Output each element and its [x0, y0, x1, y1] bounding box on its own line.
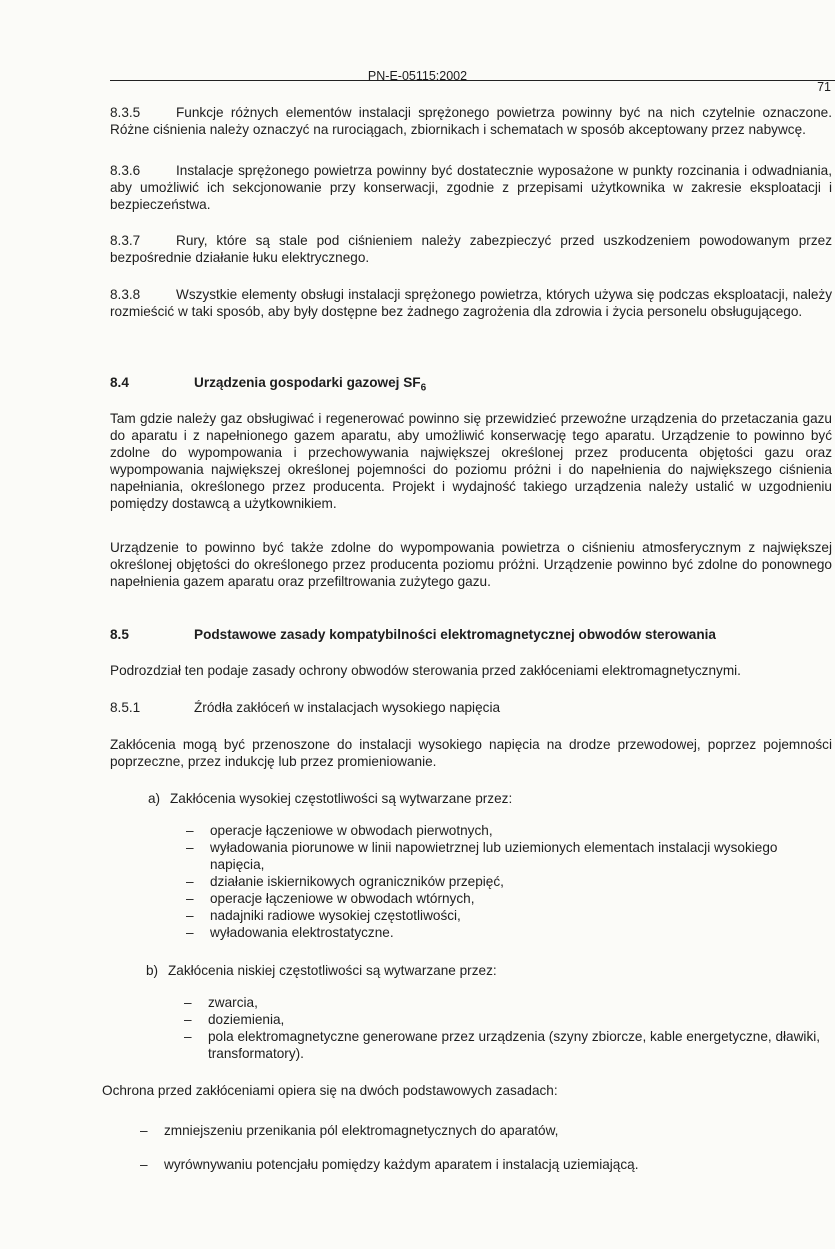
list-b-label: b) — [146, 963, 159, 978]
clause-text: Instalacje sprężonego powietrza powinny być dostatecznie wyposażone w punkty rozcinania i odwadniania, aby umożliwić ich sekcjonowanie przy konserwacji, zgodnie z przepisami użytkownika w zakresie eksploatacji i bezpieczeństwa. — [110, 163, 832, 212]
paragraph-text: Tam gdzie należy gaz obsługiwać i regenerować powinno się przewidzieć przewoźne urządzenia do przetaczania gazu do aparatu i z napełnionego gazem aparatu, aby umożliwić konserwację tego aparatu. Urządzenie to powinno być zdolne do wypompowania i przechowywania największej określonej przez producenta objętości gazu oraz wypompowania największej określonej pojemności do poziomu próżni i do napełnienia do największego ciśnienia napełniania, określonego przez producenta. Projekt i wydajność takiego urządzenia należy ustalić w uzgodnieniu pomiędzy dostawcą a użytkownikiem. — [110, 411, 832, 511]
list-item — [186, 890, 832, 907]
clause-number: 8.3.5 — [110, 105, 141, 120]
list-b-text: Zakłócenia niskiej częstotliwości są wytwarzane przez: — [168, 963, 497, 978]
list-item — [186, 907, 832, 924]
list-item — [184, 994, 832, 1011]
subsection-number: 8.5.1 — [110, 700, 141, 715]
list-item-text: operacje łączeniowe w obwodach pierwotnych, — [210, 823, 493, 838]
clause-number: 8.3.8 — [110, 287, 141, 302]
list-item — [140, 1156, 832, 1173]
list-a-heading — [148, 790, 832, 807]
list-item-text: wyrównywaniu potencjału pomiędzy każdym aparatem i instalacją uziemiającą. — [164, 1157, 639, 1172]
paragraph-8-3-5 — [110, 104, 832, 138]
section-8-5-intro — [110, 662, 832, 679]
list-item — [186, 873, 832, 890]
list-item-text: operacje łączeniowe w obwodach wtórnych, — [210, 891, 475, 906]
standard-header: PN-E-05115:2002 — [367, 69, 468, 83]
dash-marker: – — [186, 823, 194, 838]
list-item-text: zmniejszeniu przenikania pól elektromagnetycznych do aparatów, — [164, 1123, 559, 1138]
list-a-text: Zakłócenia wysokiej częstotliwości są wytwarzane przez: — [170, 791, 513, 806]
dash-marker: – — [186, 891, 194, 906]
clause-text: Rury, które są stale pod ciśnieniem należy zabezpieczyć przed uszkodzeniem powodowanym przez bezpośrednie działanie łuku elektrycznego. — [110, 233, 832, 265]
list-a-label: a) — [148, 791, 161, 806]
subsection-8-5-1-para — [110, 736, 832, 770]
dash-marker: – — [184, 1029, 192, 1044]
header-rule — [110, 80, 835, 81]
list-item — [140, 1122, 832, 1139]
section-title: Urządzenia gospodarki gazowej SF — [194, 375, 421, 390]
clause-text: Funkcje różnych elementów instalacji sprężonego powietrza powinny być na nich czytelnie oznaczone. Różne ciśnienia należy oznaczyć na rurociągach, zbiornikach i schematach w sposób akceptowany przez nabywcę. — [110, 105, 832, 137]
dash-marker: – — [186, 925, 194, 940]
subsection-title: Źródła zakłóceń w instalacjach wysokiego napięcia — [194, 700, 501, 715]
list-item — [184, 1011, 832, 1028]
dash-marker: – — [186, 874, 194, 889]
subsection-8-5-1-heading — [110, 699, 832, 716]
list-item — [186, 839, 832, 873]
dash-marker: – — [140, 1157, 148, 1172]
paragraph-text: Zakłócenia mogą być przenoszone do instalacji wysokiego napięcia na drodze przewodowej, poprzez pojemności poprzeczne, przez indukcję lub przez promieniowanie. — [110, 737, 832, 769]
clause-number: 8.3.6 — [110, 163, 141, 178]
clause-number: 8.3.7 — [110, 233, 141, 248]
page-number: 71 — [817, 80, 831, 94]
list-item-text: wyładowania elektrostatyczne. — [210, 925, 394, 940]
dash-marker: – — [184, 1012, 192, 1027]
section-8-4-para-2 — [110, 539, 832, 590]
list-item-text: wyładowania piorunowe w linii napowietrznej lub uziemionych elementach instalacji wysokiego napięcia, — [210, 840, 778, 872]
list-item — [184, 1028, 832, 1062]
list-item-text: doziemienia, — [208, 1012, 285, 1027]
section-8-5-heading — [110, 626, 832, 643]
list-item-text: zwarcia, — [208, 995, 258, 1010]
list-a — [186, 822, 832, 941]
protection-intro — [102, 1082, 832, 1099]
dash-marker: – — [140, 1123, 148, 1138]
dash-marker: – — [186, 840, 194, 855]
protection-item-2 — [140, 1156, 832, 1173]
dash-marker: – — [186, 908, 194, 923]
dash-marker: – — [184, 995, 192, 1010]
paragraph-text: Urządzenie to powinno być także zdolne do wypompowania powietrza o ciśnieniu atmosferycznym z największej określonej objętości do określonego przez producenta poziomu próżni. Urządzenie powinno być zdolne do ponownego napełnienia gazem aparatu oraz przefiltrowania zużytego gazu. — [110, 540, 832, 589]
list-item — [186, 822, 832, 839]
paragraph-text: Podrozdział ten podaje zasady ochrony obwodów sterowania przed zakłóceniami elektromagnetycznymi. — [110, 663, 741, 678]
protection-item-1 — [140, 1122, 832, 1139]
section-number: 8.5 — [110, 627, 129, 642]
paragraph-8-3-7 — [110, 232, 832, 266]
paragraph-8-3-8 — [110, 286, 832, 320]
list-item-text: działanie iskiernikowych ograniczników przepięć, — [210, 874, 504, 889]
paragraph-8-3-6 — [110, 162, 832, 213]
list-item-text: nadajniki radiowe wysokiej częstotliwości, — [210, 908, 461, 923]
list-item-text: pola elektromagnetyczne generowane przez urządzenia (szyny zbiorcze, kable energetyczne, dławiki, transformatory). — [208, 1029, 821, 1061]
section-number: 8.4 — [110, 375, 129, 390]
section-title: Podstawowe zasady kompatybilności elektromagnetycznej obwodów sterowania — [194, 627, 716, 642]
section-title-subscript: 6 — [420, 382, 427, 394]
clause-text: Wszystkie elementy obsługi instalacji sprężonego powietrza, których używa się podczas eksploatacji, należy rozmieścić w taki sposób, aby były dostępne bez żadnego zagrożenia dla zdrowia i życia personelu obsługującego. — [110, 287, 832, 319]
list-item — [186, 924, 832, 941]
section-8-4-heading — [110, 374, 832, 397]
paragraph-text: Ochrona przed zakłóceniami opiera się na dwóch podstawowych zasadach: — [102, 1083, 558, 1098]
section-8-4-para-1 — [110, 410, 832, 512]
list-b-heading — [146, 962, 832, 979]
list-b — [184, 994, 832, 1062]
